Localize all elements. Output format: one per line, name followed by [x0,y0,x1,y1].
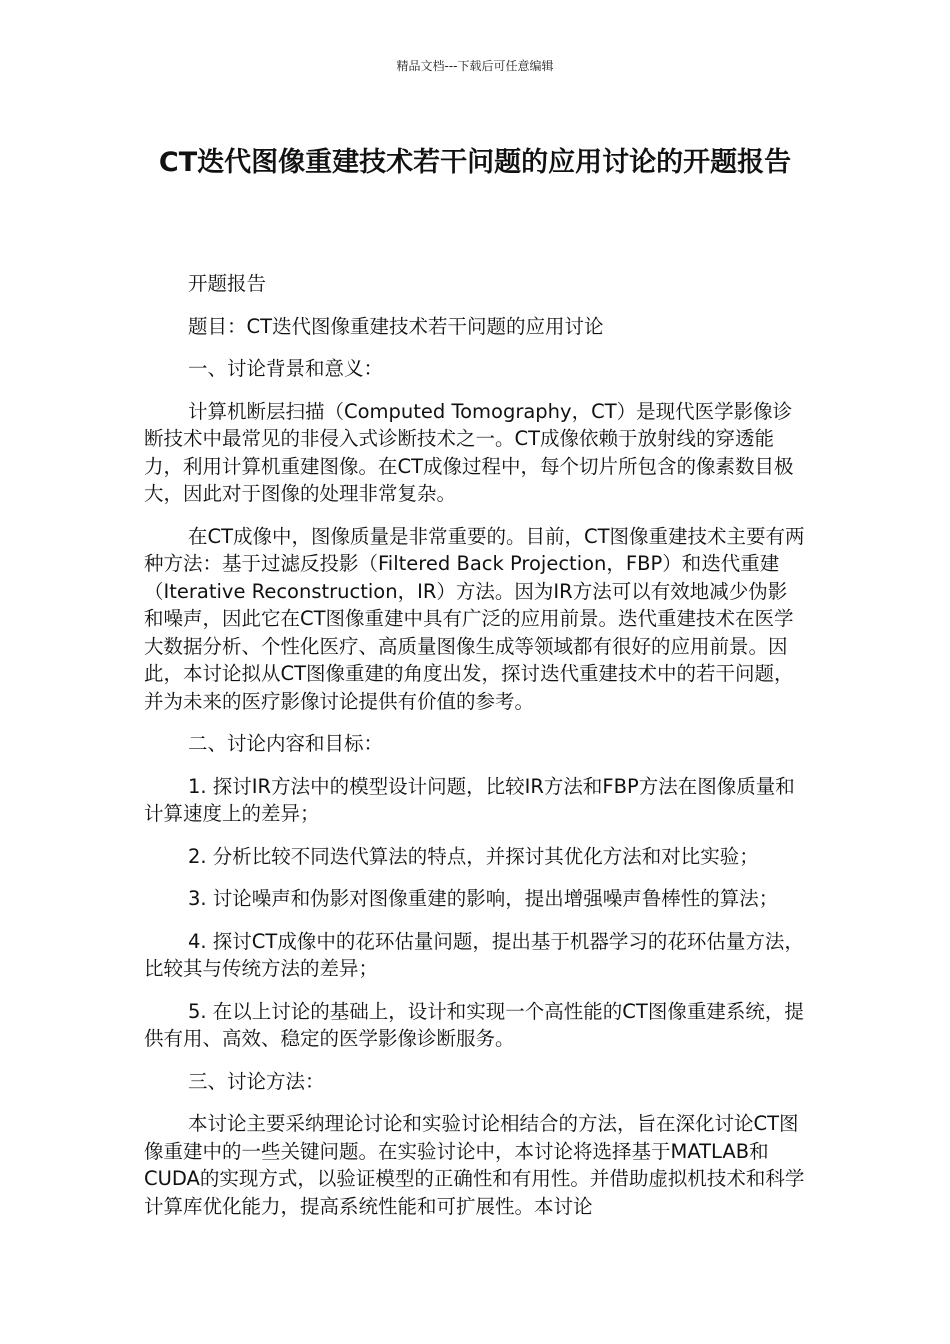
section-heading-methods: 三、讨论方法： [188,1069,325,1093]
goal-item-2: 2. 分析比较不同迭代算法的特点，并探讨其优化方法和对比实验； [188,844,759,868]
page-header-note: 精品文档---下载后可任意编辑 [396,59,554,73]
goal-item-5: 5. 在以上讨论的基础上，设计和实现一个高性能的CT图像重建系统，提供有用、高效、稳定的医学影像诊断服务。 [144,999,804,1050]
paragraph-methods: 本讨论主要采纳理论讨论和实验讨论相结合的方法，旨在深化讨论CT图像重建中的一些关键问题。在实验讨论中，本讨论将选择基于MATLAB和CUDA的实现方式，以验证模型的正确性和有用性。并借助虚拟机技术和科学计算库优化能力，提高系统性能和可扩展性。本讨论 [144,1112,805,1218]
goal-item-1: 1. 探讨IR方法中的模型设计问题，比较IR方法和FBP方法在图像质量和计算速度上的差异； [144,774,795,825]
section-heading-background: 一、讨论背景和意义： [188,357,384,380]
paragraph-background-2: 在CT成像中，图像质量是非常重要的。目前，CT图像重建技术主要有两种方法：基于过滤反投影（Filtered Back Projection，FBP）和迭代重建（Iterative Reconstruction，IR）方法。因为IR方法可以有效地减少伪影和噪声，因此它在CT图像重建中具有广泛的应用前景。迭代重建技术在医学大数据分析、个性化医疗、高质量图像生成等领域都有很好的应用前景。因此，本讨论拟从CT图像重建的角度出发，探讨迭代重建技术中的若干问题，并为未来的医疗影像讨论提供有价值的参考。 [144,524,805,713]
goal-item-3: 3. 讨论噪声和伪影对图像重建的影响，提出增强噪声鲁棒性的算法； [188,887,779,910]
goal-item-4: 4. 探讨CT成像中的花环估量问题，提出基于机器学习的花环估量方法，比较其与传统方法的差异； [144,929,804,980]
section-heading-content-goals: 二、讨论内容和目标： [188,732,384,755]
document-title: CT迭代图像重建技术若干问题的应用讨论的开题报告 [158,147,792,178]
paragraph-topic: 题目：CT迭代图像重建技术若干问题的应用讨论 [188,314,604,338]
document-body [144,270,806,1220]
paragraph-background-1: 计算机断层扫描（Computed Tomography，CT）是现代医学影像诊断技术中最常见的非侵入式诊断技术之一。CT成像依赖于放射线的穿透能力，利用计算机重建图像。在CT成像过程中，每个切片所包含的像素数目极大，因此对于图像的处理非常复杂。 [144,399,794,505]
paragraph-report-label: 开题报告 [188,272,267,295]
